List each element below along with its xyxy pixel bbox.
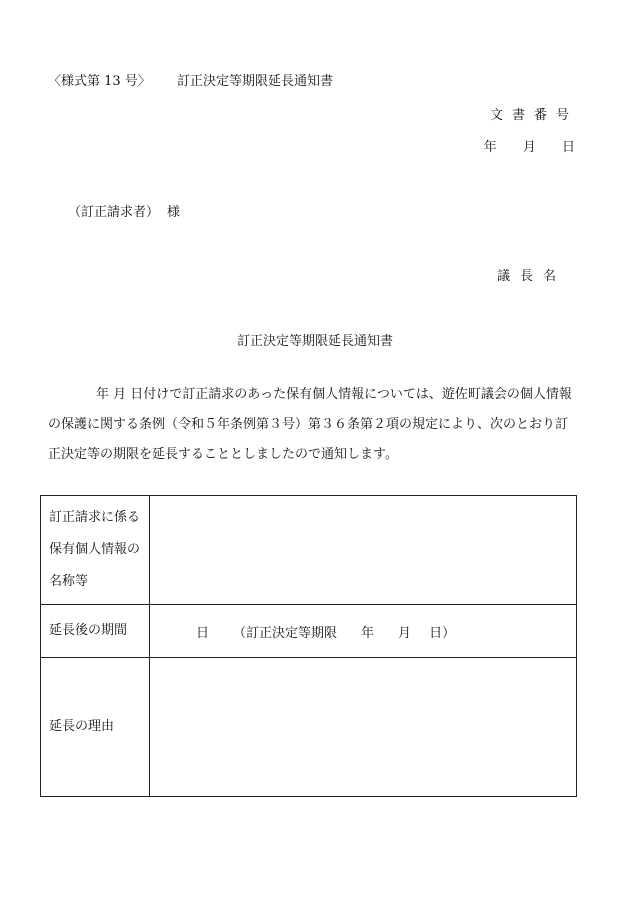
form-name: 訂正決定等期限延長通知書: [176, 74, 333, 89]
table-row: [41, 605, 577, 658]
period-day: 日: [196, 625, 210, 641]
chairman-name: 議長名: [496, 269, 566, 284]
extended-period-value: [150, 605, 577, 658]
reason-label: 延長の理由: [41, 658, 150, 797]
info-table: [40, 495, 577, 797]
deadline-year: 年: [361, 625, 375, 641]
issue-date: [462, 136, 575, 155]
addressee-honorific: 様: [167, 205, 181, 220]
addressee: [68, 201, 180, 220]
table-row: [41, 496, 577, 605]
deadline-day: 日）: [429, 625, 456, 641]
reason-value: [150, 658, 577, 797]
item-name-label: 訂正請求に係る保有個人情報の名称等: [41, 496, 150, 605]
document-number: 文書番号: [489, 108, 578, 123]
addressee-name: （訂正請求者）: [68, 205, 160, 220]
deadline-prefix: （訂正決定等期限: [233, 625, 338, 641]
extended-period-label: 延長後の期間: [41, 605, 150, 658]
body-paragraph: 年 月 日付けで訂正請求のあった保有個人情報については、遊佐町議会の個人情報の保護に関する条例（令和５年条例第３号）第３６条第２項の規定により、次のとおり訂正決定等の期限を延長することとしましたので通知します。: [48, 387, 572, 462]
form-number: 〈様式第 13 号〉: [48, 74, 151, 89]
deadline-month: 月: [398, 625, 412, 641]
date-day: 日: [561, 140, 575, 155]
document-title: 訂正決定等期限延長通知書: [236, 334, 393, 349]
date-year: 年: [483, 140, 497, 155]
item-name-value: [150, 496, 577, 605]
form-number-header: [48, 70, 333, 89]
table-row: [41, 658, 577, 797]
date-month: 月: [522, 140, 536, 155]
